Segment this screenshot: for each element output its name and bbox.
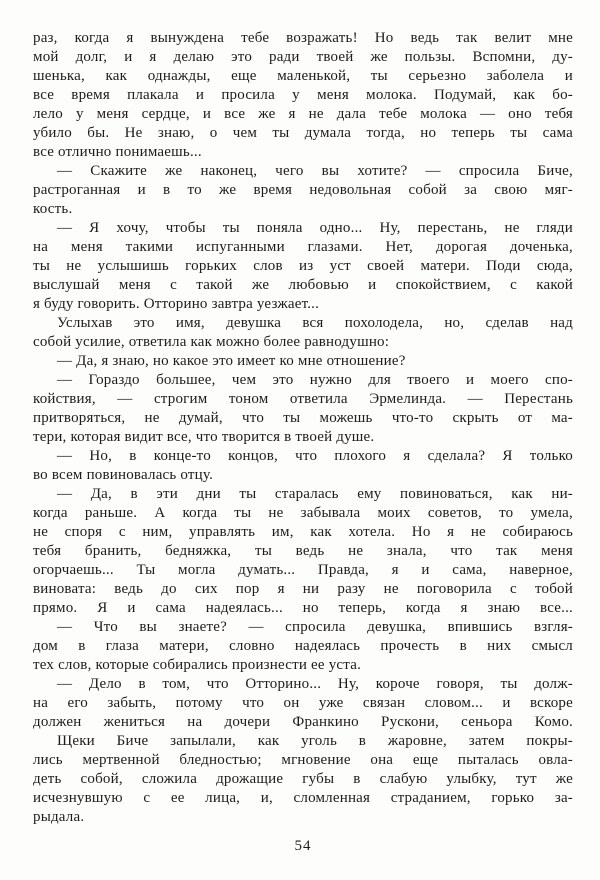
text-line: выслушай меня с такой же любовью и спокойствием, с какой — [33, 277, 573, 293]
paragraph — [33, 352, 573, 371]
text-line: на меня такими испуганными глазами. Нет, дорогая доченька, — [33, 239, 573, 255]
text-line: убило бы. Не знаю, о чем ты думала тогда, но теперь ты сама — [33, 125, 573, 141]
text-line: кость. — [33, 201, 73, 217]
text-line: — Я хочу, чтобы ты поняла одно... Ну, перестань, не гляди — [57, 220, 573, 236]
text-line: рыдала. — [33, 809, 85, 825]
paragraph — [33, 314, 573, 352]
paragraph — [33, 219, 573, 314]
text-line: все время плакала и просила у меня молока. Подумай, как бо- — [33, 87, 573, 103]
text-line: мой долг, и я делаю это ради твоей же пользы. Вспомни, ду- — [33, 49, 573, 65]
page-text — [33, 29, 573, 827]
text-line: виновата: ведь до сих пор я ни разу не поговорила с тобой — [33, 581, 573, 597]
text-line: шенька, как однажды, еще маленькой, ты серьезно заболела и — [33, 68, 573, 84]
paragraph — [33, 447, 573, 485]
paragraph — [33, 162, 573, 219]
paragraph — [33, 485, 573, 618]
text-line: деть собой, сложила дрожащие губы в слабую улыбку, тут же — [33, 771, 573, 787]
text-line: Услыхав это имя, девушка вся похолодела, но, сделав над — [57, 315, 573, 331]
text-line: лело у меня сердце, и все же я не дала тебе молока — оно тебя — [33, 106, 573, 122]
text-line: тех слов, которые собирались произнести ее уста. — [33, 657, 362, 673]
text-line: я буду говорить. Отторино завтра уезжает... — [33, 296, 320, 312]
text-line: — Скажите же наконец, чего вы хотите? — спросила Биче, — [57, 163, 573, 179]
text-line: все отлично понимаешь... — [33, 144, 202, 160]
page-number: 54 — [294, 838, 312, 854]
text-line: — Гораздо большее, чем это нужно для твоего и моего спо- — [57, 372, 573, 388]
text-line: притворяться, не думай, что ты можешь что-то скрыть от ма- — [33, 410, 573, 426]
text-line: исчезнувшую с ее лица, и, сломленная страданием, горько за- — [33, 790, 573, 806]
text-line: растроганная и в то же время недовольная собой за свою мяг- — [33, 182, 573, 198]
text-line: койствия, — строгим тоном ответила Эрмелинда. — Перестань — [33, 391, 573, 407]
text-line: — Что вы знаете? — спросила девушка, впившись взгля- — [57, 619, 573, 635]
text-line: огорчаешь... Ты могла думать... Правда, я и сама, наверное, — [33, 562, 573, 578]
text-line: тебя бранить, бедняжка, ты ведь не знала, что так меня — [33, 543, 573, 559]
text-line: раз, когда я вынуждена тебе возражать! Но ведь так велит мне — [33, 30, 573, 46]
text-line: лись мертвенной бледностью; мгновение она еще пыталась овла- — [33, 752, 573, 768]
text-line: дом в глаза матери, словно надеялась прочесть в них смысл — [33, 638, 573, 654]
text-line: на его забыть, потому что он уже связан словом... и вскоре — [33, 695, 573, 711]
text-line: прямо. Я и сама надеялась... но теперь, когда я знаю все... — [33, 600, 573, 616]
text-line: когда раньше. А когда ты не забывала моих советов, то умела, — [33, 505, 573, 521]
paragraph — [33, 371, 573, 447]
text-line: тери, которая видит все, что творится в твоей душе. — [33, 429, 375, 445]
text-line: ты не услышишь горьких слов из уст своей матери. Поди сюда, — [33, 258, 573, 274]
paragraph — [33, 618, 573, 675]
text-line: Щеки Биче запылали, как уголь в жаровне, затем покры- — [57, 733, 573, 749]
paragraph — [33, 732, 573, 827]
text-line: собой усилие, ответила как можно более равнодушно: — [33, 334, 390, 350]
text-line: — Да, я знаю, но какое это имеет ко мне отношение? — [57, 353, 406, 369]
paragraph — [33, 29, 573, 162]
text-line: — Но, в конце-то концов, что плохого я сделала? Я только — [57, 448, 573, 464]
text-line: не споря с ним, управлять им, как хотела. Но я не собираюсь — [33, 524, 573, 540]
text-line: — Дело в том, что Отторино... Ну, короче говоря, ты долж- — [57, 676, 573, 692]
text-line: должен жениться на дочери Франкино Рускони, сеньора Комо. — [33, 714, 573, 730]
text-line: — Да, в эти дни ты старалась ему повиноваться, как ни- — [57, 486, 573, 502]
text-line: во всем повиновалась отцу. — [33, 467, 214, 483]
paragraph — [33, 675, 573, 732]
